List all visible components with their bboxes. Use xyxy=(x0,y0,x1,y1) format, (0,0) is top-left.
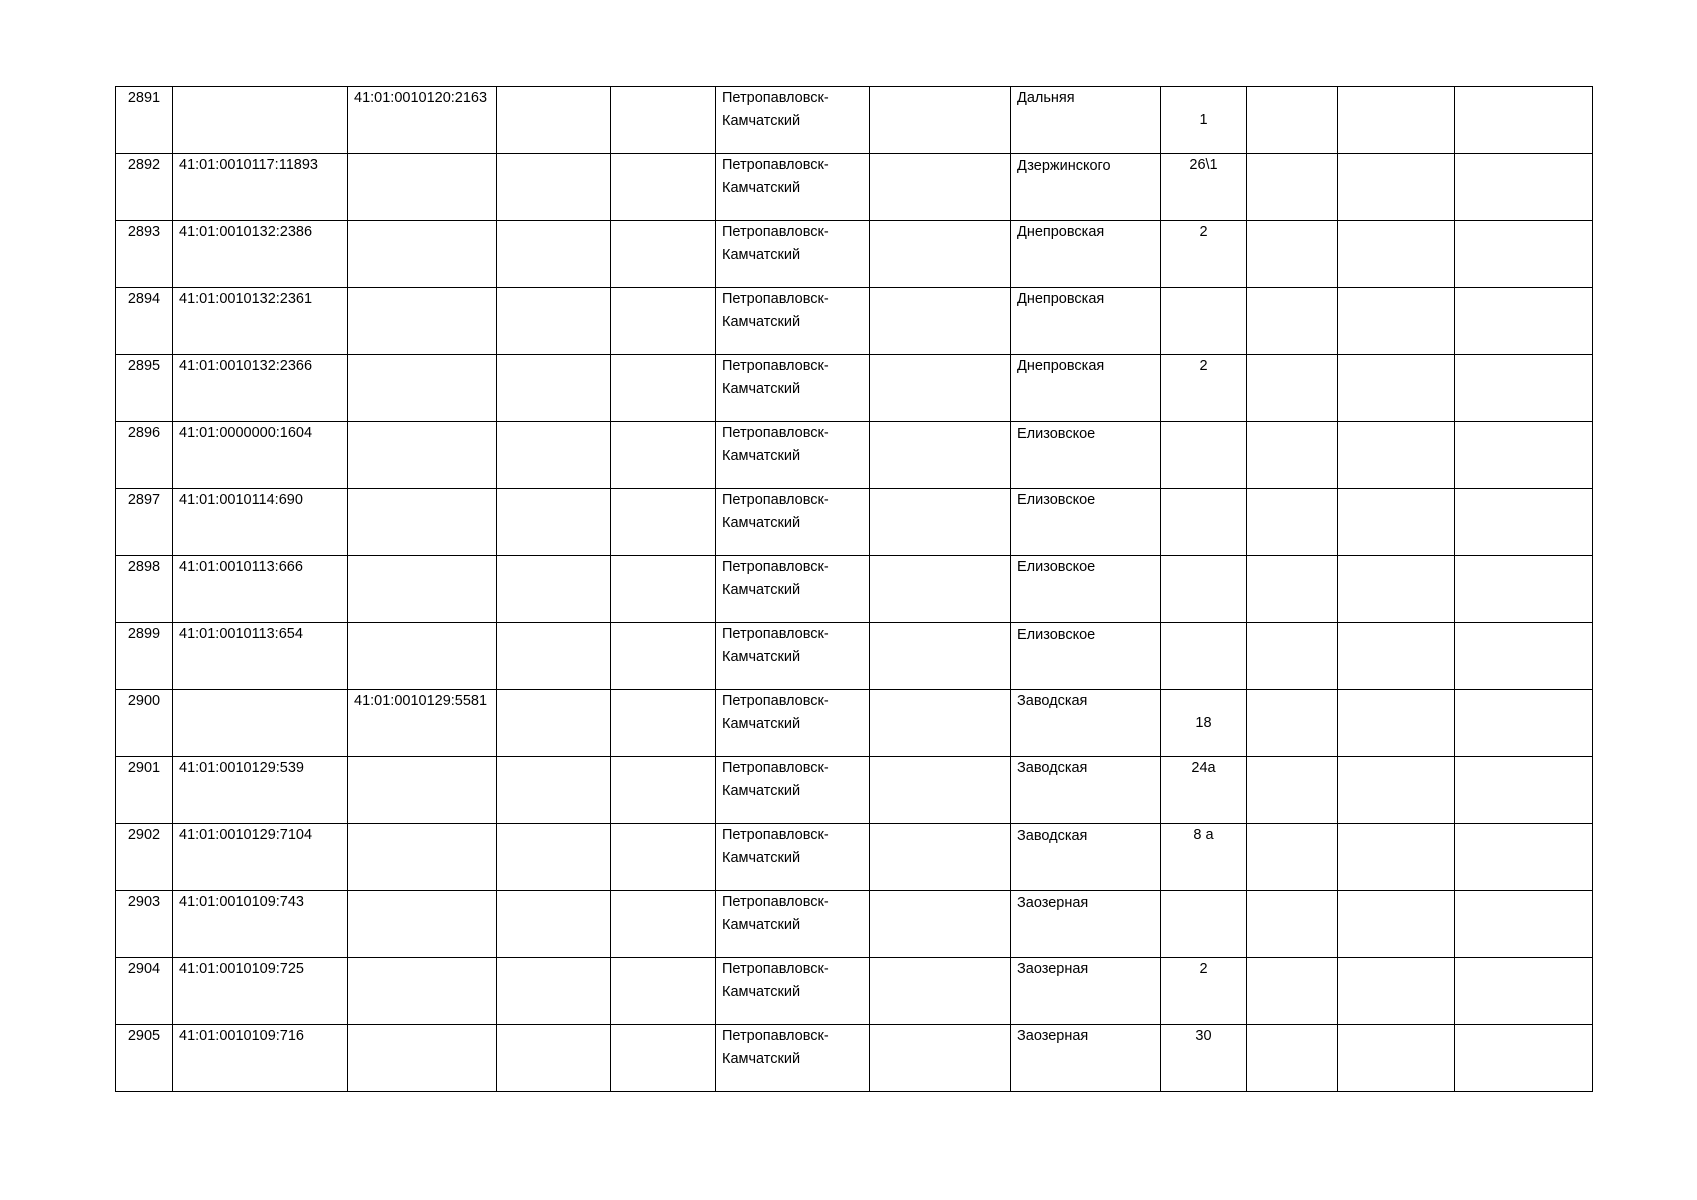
empty-cell xyxy=(870,221,1011,288)
city-cell: Петропавловск-Камчатский xyxy=(716,623,870,690)
row-number-cell: 2892 xyxy=(116,154,173,221)
house-number-cell xyxy=(1161,891,1247,958)
empty-cell xyxy=(1247,690,1338,757)
cadastral-number-cell: 41:01:0010109:725 xyxy=(173,958,348,1025)
cadastral-number-cell: 41:01:0010132:2361 xyxy=(173,288,348,355)
city-cell: Петропавловск-Камчатский xyxy=(716,355,870,422)
street-cell: Заводская xyxy=(1011,757,1161,824)
empty-cell xyxy=(611,355,716,422)
cadastral-number-alt-cell: 41:01:0010129:5581 xyxy=(348,690,497,757)
street-cell: Заозерная xyxy=(1011,958,1161,1025)
empty-cell xyxy=(497,958,611,1025)
city-cell: Петропавловск-Камчатский xyxy=(716,556,870,623)
city-cell: Петропавловск-Камчатский xyxy=(716,288,870,355)
empty-cell xyxy=(1247,757,1338,824)
cadastral-number-alt-cell xyxy=(348,221,497,288)
empty-cell xyxy=(497,1025,611,1092)
row-number-cell: 2891 xyxy=(116,87,173,154)
empty-cell xyxy=(1455,489,1593,556)
empty-cell xyxy=(1455,690,1593,757)
street-cell: Елизовское xyxy=(1011,422,1161,489)
empty-cell xyxy=(1338,1025,1455,1092)
empty-cell xyxy=(1455,288,1593,355)
table-row xyxy=(116,355,1593,422)
row-number-cell: 2900 xyxy=(116,690,173,757)
cadastral-number-cell xyxy=(173,690,348,757)
cadastral-number-cell: 41:01:0010113:654 xyxy=(173,623,348,690)
row-number-cell: 2899 xyxy=(116,623,173,690)
empty-cell xyxy=(870,154,1011,221)
cadastral-number-alt-cell xyxy=(348,556,497,623)
city-cell: Петропавловск-Камчатский xyxy=(716,824,870,891)
table-row xyxy=(116,891,1593,958)
empty-cell xyxy=(870,288,1011,355)
empty-cell xyxy=(1247,489,1338,556)
empty-cell xyxy=(1338,824,1455,891)
empty-cell xyxy=(1455,87,1593,154)
empty-cell xyxy=(870,87,1011,154)
house-number-cell: 2 xyxy=(1161,958,1247,1025)
house-number-cell: 2 xyxy=(1161,221,1247,288)
empty-cell xyxy=(870,422,1011,489)
empty-cell xyxy=(497,87,611,154)
row-number-cell: 2897 xyxy=(116,489,173,556)
empty-cell xyxy=(1455,891,1593,958)
empty-cell xyxy=(611,690,716,757)
cadastral-number-alt-cell xyxy=(348,489,497,556)
empty-cell xyxy=(497,757,611,824)
empty-cell xyxy=(611,422,716,489)
empty-cell xyxy=(1455,1025,1593,1092)
empty-cell xyxy=(497,355,611,422)
empty-cell xyxy=(1247,958,1338,1025)
cadastral-number-alt-cell xyxy=(348,891,497,958)
house-number-cell: 30 xyxy=(1161,1025,1247,1092)
street-cell: Дальняя xyxy=(1011,87,1161,154)
table-row xyxy=(116,221,1593,288)
city-cell: Петропавловск-Камчатский xyxy=(716,690,870,757)
empty-cell xyxy=(1247,355,1338,422)
table-row xyxy=(116,623,1593,690)
table-row xyxy=(116,958,1593,1025)
empty-cell xyxy=(497,556,611,623)
empty-cell xyxy=(1338,422,1455,489)
house-number-cell: 18 xyxy=(1161,690,1247,757)
cadastral-number-cell xyxy=(173,87,348,154)
empty-cell xyxy=(1455,824,1593,891)
table-body xyxy=(116,87,1593,1092)
empty-cell xyxy=(611,154,716,221)
empty-cell xyxy=(611,891,716,958)
table-row xyxy=(116,489,1593,556)
house-number-cell: 8 а xyxy=(1161,824,1247,891)
table-row xyxy=(116,556,1593,623)
empty-cell xyxy=(1338,87,1455,154)
house-number-cell xyxy=(1161,422,1247,489)
cadastral-number-cell: 41:01:0010132:2386 xyxy=(173,221,348,288)
empty-cell xyxy=(497,288,611,355)
empty-cell xyxy=(497,891,611,958)
empty-cell xyxy=(870,489,1011,556)
street-cell: Днепровская xyxy=(1011,355,1161,422)
empty-cell xyxy=(1338,690,1455,757)
cadastral-number-cell: 41:01:0010114:690 xyxy=(173,489,348,556)
empty-cell xyxy=(870,556,1011,623)
cadastral-number-alt-cell xyxy=(348,1025,497,1092)
row-number-cell: 2903 xyxy=(116,891,173,958)
city-cell: Петропавловск-Камчатский xyxy=(716,154,870,221)
cadastral-number-alt-cell xyxy=(348,355,497,422)
empty-cell xyxy=(1455,422,1593,489)
empty-cell xyxy=(1338,958,1455,1025)
house-number-cell: 26\1 xyxy=(1161,154,1247,221)
empty-cell xyxy=(1247,824,1338,891)
empty-cell xyxy=(1338,288,1455,355)
empty-cell xyxy=(497,489,611,556)
table-row xyxy=(116,288,1593,355)
empty-cell xyxy=(870,824,1011,891)
street-cell: Елизовское xyxy=(1011,556,1161,623)
empty-cell xyxy=(1247,221,1338,288)
street-cell: Дзержинского xyxy=(1011,154,1161,221)
empty-cell xyxy=(497,221,611,288)
empty-cell xyxy=(611,288,716,355)
cadastral-number-cell: 41:01:0010109:743 xyxy=(173,891,348,958)
empty-cell xyxy=(1247,623,1338,690)
cadastral-number-alt-cell xyxy=(348,422,497,489)
empty-cell xyxy=(611,87,716,154)
street-cell: Днепровская xyxy=(1011,221,1161,288)
table-row xyxy=(116,87,1593,154)
empty-cell xyxy=(870,623,1011,690)
empty-cell xyxy=(611,556,716,623)
table-row xyxy=(116,1025,1593,1092)
empty-cell xyxy=(1338,221,1455,288)
cadastral-number-cell: 41:01:0010132:2366 xyxy=(173,355,348,422)
table-row xyxy=(116,690,1593,757)
cadastral-number-cell: 41:01:0010129:7104 xyxy=(173,824,348,891)
empty-cell xyxy=(497,154,611,221)
empty-cell xyxy=(611,623,716,690)
city-cell: Петропавловск-Камчатский xyxy=(716,422,870,489)
empty-cell xyxy=(1247,891,1338,958)
cadastral-number-alt-cell xyxy=(348,757,497,824)
empty-cell xyxy=(1247,556,1338,623)
house-number-cell xyxy=(1161,556,1247,623)
city-cell: Петропавловск-Камчатский xyxy=(716,221,870,288)
empty-cell xyxy=(611,824,716,891)
empty-cell xyxy=(611,1025,716,1092)
empty-cell xyxy=(1455,623,1593,690)
empty-cell xyxy=(1455,757,1593,824)
empty-cell xyxy=(1455,958,1593,1025)
street-cell: Заозерная xyxy=(1011,891,1161,958)
table-row xyxy=(116,154,1593,221)
cadastral-number-alt-cell xyxy=(348,623,497,690)
house-number-cell: 24а xyxy=(1161,757,1247,824)
empty-cell xyxy=(611,757,716,824)
row-number-cell: 2893 xyxy=(116,221,173,288)
empty-cell xyxy=(1247,1025,1338,1092)
street-cell: Елизовское xyxy=(1011,489,1161,556)
empty-cell xyxy=(497,824,611,891)
empty-cell xyxy=(611,958,716,1025)
table-row xyxy=(116,824,1593,891)
empty-cell xyxy=(1338,757,1455,824)
row-number-cell: 2905 xyxy=(116,1025,173,1092)
row-number-cell: 2898 xyxy=(116,556,173,623)
empty-cell xyxy=(497,623,611,690)
city-cell: Петропавловск-Камчатский xyxy=(716,1025,870,1092)
empty-cell xyxy=(870,1025,1011,1092)
cadastral-number-cell: 41:01:0010109:716 xyxy=(173,1025,348,1092)
empty-cell xyxy=(870,891,1011,958)
cadastral-number-cell: 41:01:0010117:11893 xyxy=(173,154,348,221)
street-cell: Днепровская xyxy=(1011,288,1161,355)
cadastral-number-cell: 41:01:0010113:666 xyxy=(173,556,348,623)
empty-cell xyxy=(870,355,1011,422)
cadastral-number-cell: 41:01:0010129:539 xyxy=(173,757,348,824)
table-row xyxy=(116,422,1593,489)
empty-cell xyxy=(1455,154,1593,221)
empty-cell xyxy=(611,221,716,288)
empty-cell xyxy=(1338,623,1455,690)
empty-cell xyxy=(1247,87,1338,154)
empty-cell xyxy=(1455,556,1593,623)
city-cell: Петропавловск-Камчатский xyxy=(716,489,870,556)
empty-cell xyxy=(870,690,1011,757)
empty-cell xyxy=(1338,355,1455,422)
empty-cell xyxy=(1338,154,1455,221)
cadastral-number-alt-cell xyxy=(348,154,497,221)
row-number-cell: 2895 xyxy=(116,355,173,422)
empty-cell xyxy=(497,422,611,489)
empty-cell xyxy=(1455,221,1593,288)
house-number-cell: 1 xyxy=(1161,87,1247,154)
street-cell: Заозерная xyxy=(1011,1025,1161,1092)
table-row xyxy=(116,757,1593,824)
empty-cell xyxy=(1338,489,1455,556)
house-number-cell: 2 xyxy=(1161,355,1247,422)
cadastral-number-alt-cell xyxy=(348,958,497,1025)
empty-cell xyxy=(1455,355,1593,422)
house-number-cell xyxy=(1161,288,1247,355)
city-cell: Петропавловск-Камчатский xyxy=(716,958,870,1025)
empty-cell xyxy=(1247,154,1338,221)
cadastral-number-cell: 41:01:0000000:1604 xyxy=(173,422,348,489)
house-number-cell xyxy=(1161,623,1247,690)
empty-cell xyxy=(1247,422,1338,489)
row-number-cell: 2902 xyxy=(116,824,173,891)
house-number-cell xyxy=(1161,489,1247,556)
empty-cell xyxy=(497,690,611,757)
empty-cell xyxy=(611,489,716,556)
city-cell: Петропавловск-Камчатский xyxy=(716,757,870,824)
street-cell: Елизовское xyxy=(1011,623,1161,690)
cadastral-number-alt-cell xyxy=(348,824,497,891)
street-cell: Заводская xyxy=(1011,824,1161,891)
city-cell: Петропавловск-Камчатский xyxy=(716,87,870,154)
row-number-cell: 2901 xyxy=(116,757,173,824)
empty-cell xyxy=(1247,288,1338,355)
street-cell: Заводская xyxy=(1011,690,1161,757)
empty-cell xyxy=(1338,891,1455,958)
row-number-cell: 2896 xyxy=(116,422,173,489)
empty-cell xyxy=(870,757,1011,824)
empty-cell xyxy=(1338,556,1455,623)
cadastral-number-alt-cell xyxy=(348,288,497,355)
row-number-cell: 2904 xyxy=(116,958,173,1025)
empty-cell xyxy=(870,958,1011,1025)
cadastral-number-alt-cell: 41:01:0010120:2163 xyxy=(348,87,497,154)
row-number-cell: 2894 xyxy=(116,288,173,355)
city-cell: Петропавловск-Камчатский xyxy=(716,891,870,958)
registry-table xyxy=(115,86,1593,1092)
